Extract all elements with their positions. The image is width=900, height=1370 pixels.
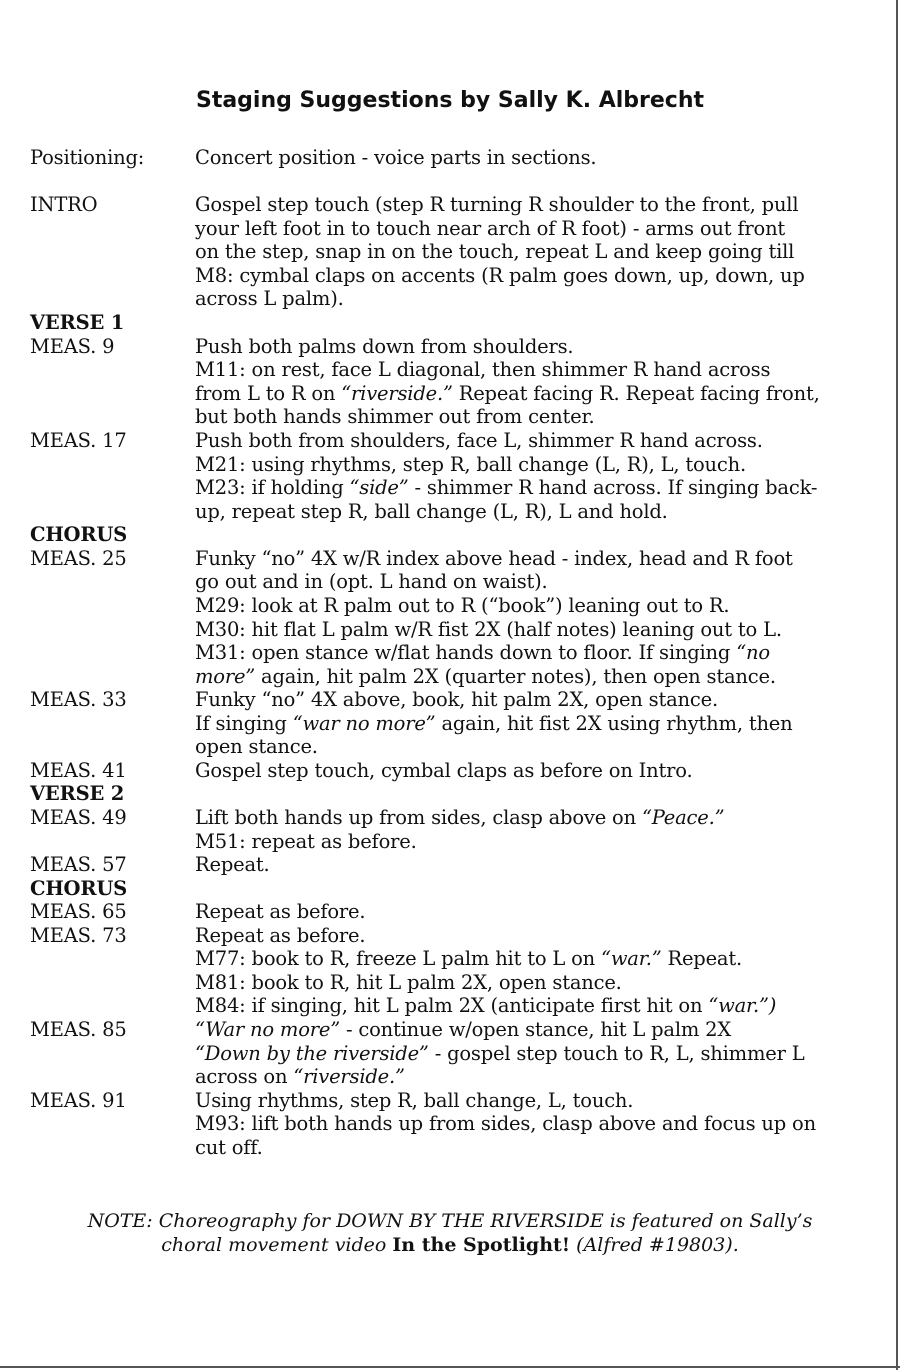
meas-33-line: open stance. <box>195 735 318 758</box>
meas-49-line: Lift both hands up from sides, clasp above on “Peace.” <box>195 806 725 829</box>
meas-33-label: MEAS. 33 <box>30 688 127 711</box>
meas-85-line: across on “riverside.” <box>195 1065 405 1088</box>
meas-9-line: but both hands shimmer out from center. <box>195 405 595 428</box>
video-title: In the Spotlight! <box>392 1234 571 1256</box>
meas-25-label: MEAS. 25 <box>30 547 127 570</box>
section-heading-verse-1: VERSE 1 <box>30 311 125 334</box>
meas-85-line: “War no more” - continue w/open stance, hit L palm 2X <box>195 1018 732 1041</box>
page-title: Staging Suggestions by Sally K. Albrecht <box>195 88 705 113</box>
meas-17-line: M21: using rhythms, step R, ball change (L, R), L, touch. <box>195 453 746 476</box>
meas-91-line: Using rhythms, step R, ball change, L, touch. <box>195 1089 634 1112</box>
meas-73-line: M84: if singing, hit L palm 2X (anticipate first hit on “war.”) <box>195 994 777 1017</box>
meas-25-line: more” again, hit palm 2X (quarter notes), then open stance. <box>195 665 776 688</box>
meas-91-label: MEAS. 91 <box>30 1089 127 1112</box>
page-bottom-border <box>0 1366 900 1368</box>
meas-41-label: MEAS. 41 <box>30 759 127 782</box>
intro-label: INTRO <box>30 193 98 216</box>
section-heading-chorus: CHORUS <box>30 523 128 546</box>
footnote-line: choral movement video In the Spotlight! (Alfred #19803). <box>161 1234 739 1256</box>
positioning-text: Concert position - voice parts in sections. <box>195 146 597 169</box>
meas-49-label: MEAS. 49 <box>30 806 127 829</box>
meas-65-label: MEAS. 65 <box>30 900 127 923</box>
meas-33-line: If singing “war no more” again, hit fist 2X using rhythm, then <box>195 712 793 735</box>
meas-73-line: Repeat as before. <box>195 924 366 947</box>
meas-25-line: M29: look at R palm out to R (“book”) leaning out to R. <box>195 594 730 617</box>
meas-17-line: up, repeat step R, ball change (L, R), L and hold. <box>195 500 668 523</box>
meas-9-line: Push both palms down from shoulders. <box>195 335 574 358</box>
meas-9-line: M11: on rest, face L diagonal, then shimmer R hand across <box>195 358 771 381</box>
meas-9-label: MEAS. 9 <box>30 335 115 358</box>
meas-33-line: Funky “no” 4X above, book, hit palm 2X, open stance. <box>195 688 718 711</box>
meas-73-label: MEAS. 73 <box>30 924 127 947</box>
meas-41-line: Gospel step touch, cymbal claps as before on Intro. <box>195 759 693 782</box>
section-heading-chorus-2: CHORUS <box>30 877 128 900</box>
meas-25-line: M30: hit flat L palm w/R fist 2X (half notes) leaning out to L. <box>195 618 782 641</box>
meas-25-line: M31: open stance w/flat hands down to floor. If singing “no <box>195 641 770 664</box>
intro-line: Gospel step touch (step R turning R shoulder to the front, pull <box>195 193 799 216</box>
meas-9-line: from L to R on “riverside.” Repeat facing R. Repeat facing front, <box>195 382 820 405</box>
intro-line: M8: cymbal claps on accents (R palm goes down, up, down, up <box>195 264 805 287</box>
meas-25-line: Funky “no” 4X w/R index above head - index, head and R foot <box>195 547 793 570</box>
footnote-line: NOTE: Choreography for DOWN BY THE RIVERSIDE is featured on Sally’s <box>87 1210 813 1232</box>
intro-line: on the step, snap in on the touch, repeat L and keep going till <box>195 240 795 263</box>
meas-57-label: MEAS. 57 <box>30 853 127 876</box>
meas-17-line: Push both from shoulders, face L, shimmer R hand across. <box>195 429 763 452</box>
meas-85-line: “Down by the riverside” - gospel step touch to R, L, shimmer L <box>195 1042 805 1065</box>
meas-85-label: MEAS. 85 <box>30 1018 127 1041</box>
meas-49-line: M51: repeat as before. <box>195 830 417 853</box>
meas-17-line: M23: if holding “side” - shimmer R hand across. If singing back- <box>195 476 818 499</box>
meas-73-line: M81: book to R, hit L palm 2X, open stance. <box>195 971 622 994</box>
meas-73-line: M77: book to R, freeze L palm hit to L on “war.” Repeat. <box>195 947 742 970</box>
meas-25-line: go out and in (opt. L hand on waist). <box>195 570 548 593</box>
meas-57-line: Repeat. <box>195 853 270 876</box>
meas-65-line: Repeat as before. <box>195 900 366 923</box>
meas-17-label: MEAS. 17 <box>30 429 127 452</box>
intro-line: your left foot in to touch near arch of R foot) - arms out front <box>195 217 786 240</box>
positioning-label: Positioning: <box>30 146 145 169</box>
intro-line: across L palm). <box>195 287 344 310</box>
meas-91-line: M93: lift both hands up from sides, clasp above and focus up on <box>195 1112 816 1135</box>
section-heading-verse-2: VERSE 2 <box>30 782 125 805</box>
meas-91-line: cut off. <box>195 1136 263 1159</box>
